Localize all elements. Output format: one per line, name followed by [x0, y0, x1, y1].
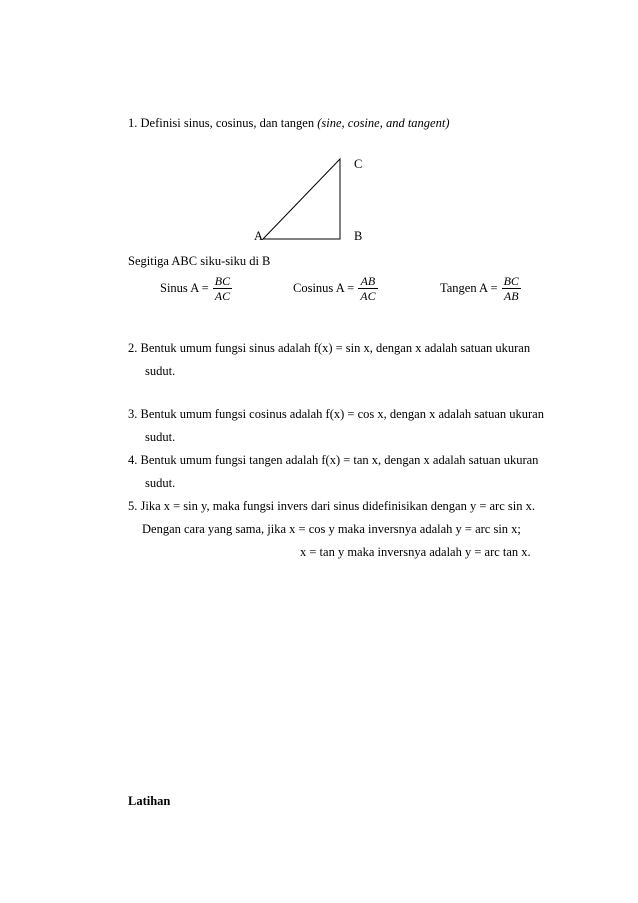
tangen-label: Tangen A =: [440, 281, 498, 295]
latihan-heading: Latihan: [128, 794, 171, 808]
item-4-line-1: 4. Bentuk umum fungsi tangen adalah f(x) = tan x, dengan x adalah satuan ukuran: [128, 453, 539, 467]
sinus-fraction: [213, 274, 232, 303]
sinus-formula: [160, 274, 232, 303]
vertex-label-a: A: [254, 229, 264, 243]
item-2-line-1: 2. Bentuk umum fungsi sinus adalah f(x) = sin x, dengan x adalah satuan ukuran: [128, 341, 531, 355]
tangen-numerator: BC: [503, 274, 519, 288]
heading-text: 1. Definisi sinus, cosinus, dan tangen: [128, 116, 318, 130]
right-triangle-diagram: [0, 0, 638, 260]
sinus-label: Sinus A =: [160, 281, 209, 295]
item-3-line-2: sudut.: [145, 430, 176, 444]
sinus-denominator: AC: [214, 289, 231, 303]
cosinus-formula: [293, 274, 378, 303]
tangen-formula: [440, 274, 521, 303]
vertex-label-c: C: [354, 157, 363, 171]
item-4-line-2: sudut.: [145, 476, 176, 490]
tangen-denominator: AB: [503, 289, 519, 303]
vertex-label-b: B: [354, 229, 363, 243]
sinus-numerator: BC: [214, 274, 231, 288]
item-2-line-2: sudut.: [145, 364, 176, 378]
triangle-caption: Segitiga ABC siku-siku di B: [128, 254, 271, 268]
cosinus-denominator: AC: [360, 289, 376, 303]
item-3-line-1: 3. Bentuk umum fungsi cosinus adalah f(x) = cos x, dengan x adalah satuan ukuran: [128, 407, 544, 421]
cosinus-numerator: AB: [360, 274, 376, 288]
cosinus-fraction: [358, 274, 377, 303]
item-5-line-2: Dengan cara yang sama, jika x = cos y maka inversnya adalah y = arc sin x;: [142, 522, 521, 536]
heading-italic-text: (sine, cosine, and tangent): [317, 116, 450, 130]
triangle-shape: [263, 159, 340, 239]
cosinus-label: Cosinus A =: [293, 281, 355, 295]
tangen-fraction: [502, 274, 521, 303]
item-5-line-3: x = tan y maka inversnya adalah y = arc tan x.: [300, 545, 531, 559]
item-5-line-1: 5. Jika x = sin y, maka fungsi invers dari sinus didefinisikan dengan y = arc sin x.: [128, 499, 535, 513]
